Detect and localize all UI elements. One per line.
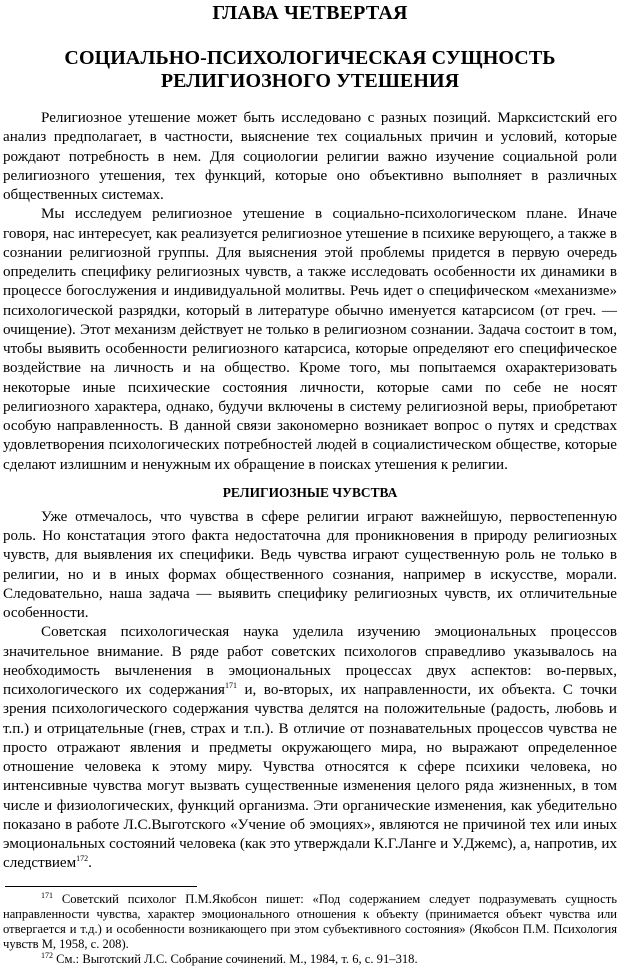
chapter-title-line: РЕЛИГИОЗНОГО УТЕШЕНИЯ xyxy=(160,70,460,92)
paragraph: Уже отмечалось, что чувства в сфере религии играют важнейшую, первостепенную роль. Но констатация этого факта недостаточна для проникновения в природу религиозных чувств, для выявления их специфики. Ведь чувства играют существенную роль не только в религии, но и в иных формах общественного сознания, например в искусстве, морали. Следовательно, наша задача — выявить специфику религиозных чувств, их отличительные особенности. xyxy=(3,508,617,621)
chapter-heading: ГЛАВА ЧЕТВЕРТАЯ xyxy=(212,2,408,24)
footnote-number: 171 xyxy=(41,890,53,900)
paragraph: Мы исследуем религиозное утешение в социально-психологическом плане. Иначе говоря, нас интересует, как реализуется религиозное утешение в психике верующего, а также в сознании религиозной группы. Для выяснения этой проблемы придется в первую очередь определить специфику религиозных чувств, а также исследовать особенности их динамики в процессе богослужения и индивидуальной молитвы. Речь идет о специфическом «механизме» психологической разрядки, который в литературе обычно именуется катарсисом (от греч. — очищение). Этот механизм действует не только в религиозном сознании. Задача состоит в том, чтобы выявить особенности религиозного катарсиса, которые определяют его специфическое воздействие на личность и на общество. Кроме того, мы попытаемся охарактеризовать некоторые иные психические состояния личности, которые сами по себе не носят религиозного характера, однако, будучи включены в систему религиозной веры, приобретают особую направленность. В данной связи закономерно возникает вопрос о путях и средствах удовлетворения психологических потребностей людей в социалистическом обществе, которые сделают излишним и ненужным их обращение в поисках утешения к религии. xyxy=(3,206,617,473)
paragraph-text: Советская психологическая наука уделила изучению эмоциональных процессов значительное внимание. В ряде работ советских психологов справедливо указывалось на необходимость вычленения в эмоциональных процессах двух аспектов: во-первых, психологического их содержания xyxy=(3,624,617,698)
footnote-divider xyxy=(5,886,197,887)
paragraph xyxy=(3,623,617,873)
footnote-text: Советский психолог П.М.Якобсон пишет: «Под содержанием следует подразумевать сущность направленности чувства, характер эмоционального отношения к объекту (принимается объект чувства или отвергается и т.д.) и особенности возникающего при этом субъективного состояния» (Якобсон П.М. Психология чувств М, 1958, с. 208). xyxy=(3,891,617,952)
footnotes xyxy=(3,892,617,968)
paragraph-text: . xyxy=(88,855,92,872)
paragraph: Религиозное утешение может быть исследовано с разных позиций. Марксистский его анализ предполагает, в частности, выяснение тех социальных причин и условий, которые рождают потребность в нем. Для социологии религии важно изучение социальной роли религиозного утешения, тех функций, которые оно объективно выполняет в различных общественных системах. xyxy=(3,110,617,203)
footnote-text: См.: Выготский Л.С. Собрание сочинений. М., 1984, т. 6, с. 91–318. xyxy=(53,952,418,967)
footnote xyxy=(3,892,617,953)
footnote-ref[interactable]: 171 xyxy=(224,680,237,690)
paragraph-text: и, во-вторых, их направленности, их объекта. С точки зрения психологического содержания чувства делятся на положительные (радость, любовь и т.п.) и отрицательные (гнев, страх и т.п.). В отличие от познавательных процессов чувства не просто отражают явления и предметы окружающего мира, но выражают определенное отношение человека к этому миру. Чувства относятся к сфере психики человека, но интенсивные чувства могут вызвать существенные изменения целого ряда жизненных, в том числе и физиологических, функций организма. Эти органические изменения, как убедительно показано в работе Л.С.Выготского «Учение об эмоциях», являются не причиной тех или иных эмоциональных состояний человека (как это утверждали К.Г.Ланге и У.Джемс), а, напротив, их следствием xyxy=(3,682,617,872)
footnote-number: 172 xyxy=(41,951,53,961)
section-heading: РЕЛИГИОЗНЫЕ ЧУВСТВА xyxy=(222,484,398,500)
footnote-ref[interactable]: 172 xyxy=(76,854,89,864)
footnote xyxy=(3,952,617,967)
chapter-title xyxy=(3,47,617,93)
chapter-title-line: СОЦИАЛЬНО-ПСИХОЛОГИЧЕСКАЯ СУЩНОСТЬ xyxy=(64,47,556,69)
body-text xyxy=(3,109,617,874)
